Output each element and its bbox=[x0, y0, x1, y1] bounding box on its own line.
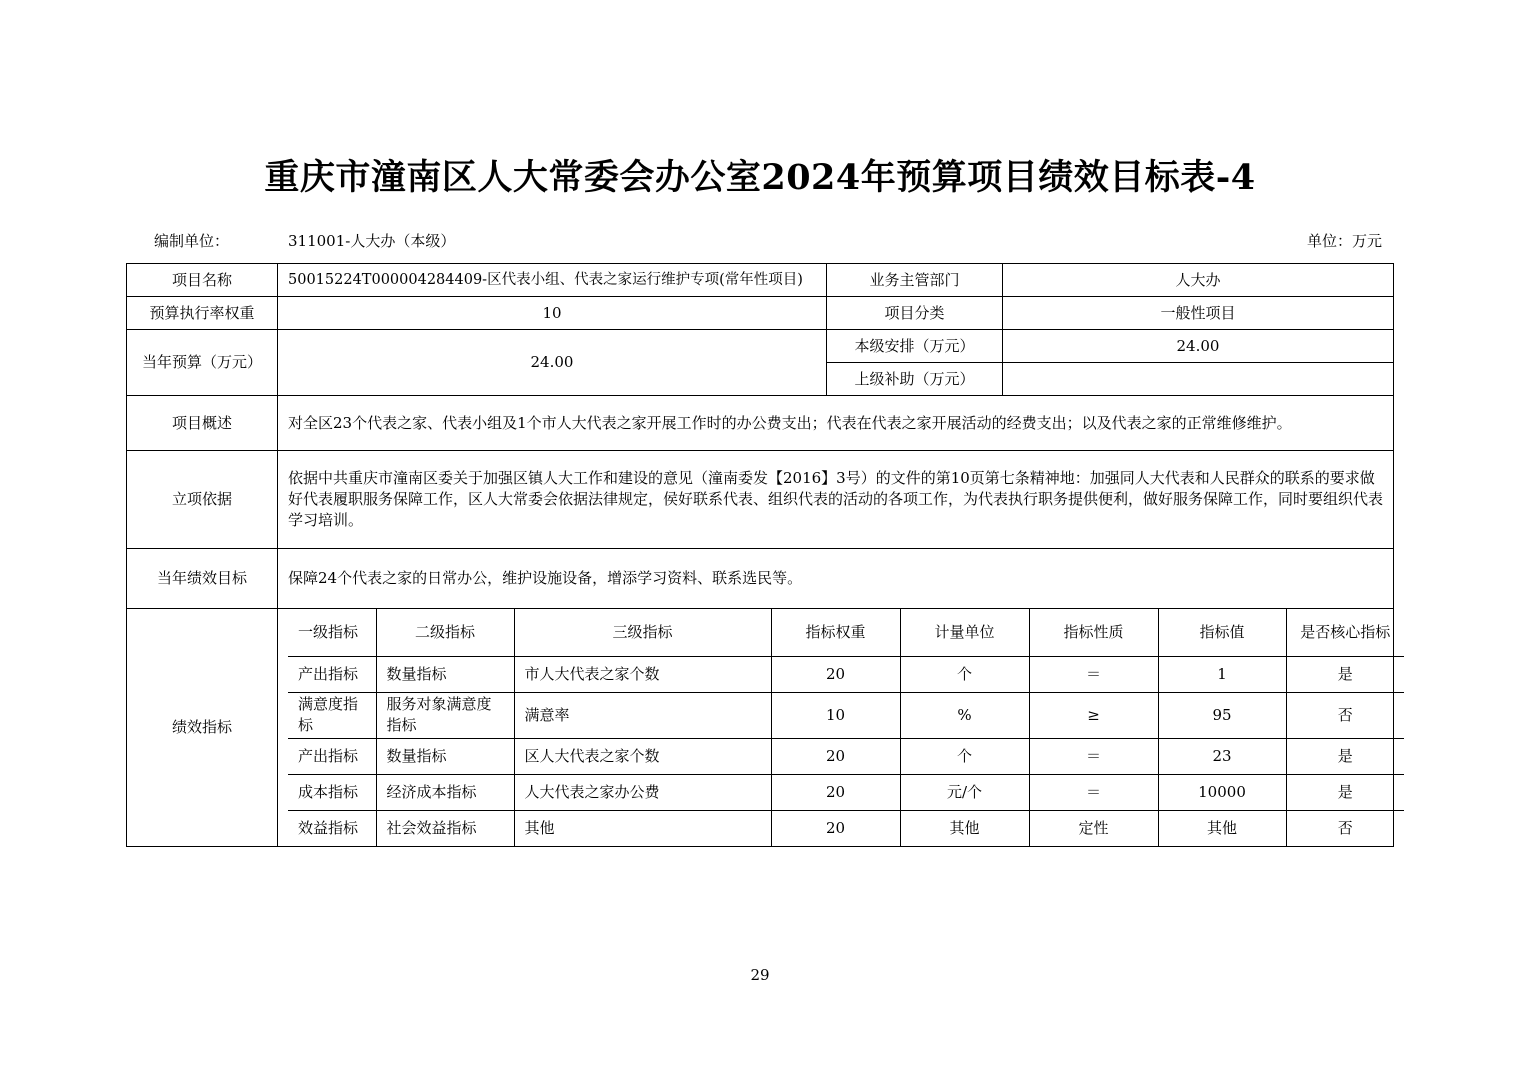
compiling-unit-label: 编制单位： bbox=[154, 232, 230, 250]
budget-label: 当年预算（万元） bbox=[127, 330, 278, 396]
weight-label: 预算执行率权重 bbox=[127, 297, 278, 330]
indicators-table bbox=[288, 609, 1404, 846]
indicator-unit: 其他 bbox=[900, 810, 1029, 846]
page-number: 29 bbox=[750, 966, 770, 984]
indicator-level3: 人大代表之家办公费 bbox=[514, 774, 771, 810]
indicator-core: 是 bbox=[1286, 774, 1404, 810]
indicator-level3: 满意率 bbox=[514, 692, 771, 738]
money-unit: 单位：万元 bbox=[1306, 232, 1382, 250]
subsidy-label: 上级补助（万元） bbox=[827, 363, 1003, 396]
local-arrangement-label: 本级安排（万元） bbox=[827, 330, 1003, 363]
indicators-cell bbox=[278, 609, 1394, 847]
header-unit: 计量单位 bbox=[900, 609, 1029, 656]
indicator-value: 23 bbox=[1158, 738, 1286, 774]
indicator-value: 95 bbox=[1158, 692, 1286, 738]
indicators-label: 绩效指标 bbox=[127, 609, 278, 847]
subsidy-value bbox=[1003, 363, 1394, 396]
budget-value: 24.00 bbox=[278, 330, 827, 396]
indicator-weight: 10 bbox=[771, 692, 900, 738]
project-name-value: 50015224T000004284409-区代表小组、代表之家运行维护专项(常年性项目) bbox=[278, 264, 827, 297]
header-core: 是否核心指标 bbox=[1286, 609, 1404, 656]
row-project-name bbox=[127, 264, 1394, 297]
header-nature: 指标性质 bbox=[1029, 609, 1158, 656]
dept-label: 业务主管部门 bbox=[827, 264, 1003, 297]
compiling-unit-value: 311001-人大办（本级） bbox=[288, 232, 456, 250]
indicator-level1: 成本指标 bbox=[288, 774, 376, 810]
indicator-level1: 产出指标 bbox=[288, 738, 376, 774]
indicator-level3: 其他 bbox=[514, 810, 771, 846]
goal-label: 当年绩效目标 bbox=[127, 549, 278, 609]
indicator-core: 否 bbox=[1286, 692, 1404, 738]
table-row bbox=[288, 810, 1404, 846]
weight-value: 10 bbox=[278, 297, 827, 330]
row-budget bbox=[127, 330, 1394, 363]
indicator-nature: ≥ bbox=[1029, 692, 1158, 738]
indicator-unit: 元/个 bbox=[900, 774, 1029, 810]
indicator-level2: 服务对象满意度指标 bbox=[376, 692, 514, 738]
indicator-level2: 经济成本指标 bbox=[376, 774, 514, 810]
indicator-nature: ＝ bbox=[1029, 656, 1158, 692]
indicator-level2: 数量指标 bbox=[376, 738, 514, 774]
row-basis bbox=[127, 451, 1394, 549]
table-row bbox=[288, 738, 1404, 774]
indicator-level1: 效益指标 bbox=[288, 810, 376, 846]
dept-value: 人大办 bbox=[1003, 264, 1394, 297]
header-value: 指标值 bbox=[1158, 609, 1286, 656]
header-weight: 指标权重 bbox=[771, 609, 900, 656]
indicator-level3: 市人大代表之家个数 bbox=[514, 656, 771, 692]
row-indicators bbox=[127, 609, 1394, 847]
basis-value: 依据中共重庆市潼南区委关于加强区镇人大工作和建设的意见（潼南委发【2016】3号）的文件的第10页第七条精神地：加强同人大代表和人民群众的联系的要求做好代表履职服务保障工作，区人大常委会依据法律规定，侯好联系代表、组织代表的活动的各项工作，为代表执行职务提供便利，做好服务保障工作，同时要组织代表学习培训。 bbox=[278, 451, 1394, 549]
indicator-level1: 产出指标 bbox=[288, 656, 376, 692]
indicator-weight: 20 bbox=[771, 738, 900, 774]
indicator-level1: 满意度指标 bbox=[288, 692, 376, 738]
row-overview bbox=[127, 396, 1394, 451]
table-row bbox=[288, 656, 1404, 692]
project-name-label: 项目名称 bbox=[127, 264, 278, 297]
overview-value: 对全区23个代表之家、代表小组及1个市人大代表之家开展工作时的办公费支出；代表在代表之家开展活动的经费支出；以及代表之家的正常维修维护。 bbox=[278, 396, 1394, 451]
indicator-value: 1 bbox=[1158, 656, 1286, 692]
local-arrangement-value: 24.00 bbox=[1003, 330, 1394, 363]
indicator-weight: 20 bbox=[771, 810, 900, 846]
indicator-level3: 区人大代表之家个数 bbox=[514, 738, 771, 774]
indicator-nature: ＝ bbox=[1029, 774, 1158, 810]
indicator-level2: 社会效益指标 bbox=[376, 810, 514, 846]
header-level1: 一级指标 bbox=[288, 609, 376, 656]
category-label: 项目分类 bbox=[827, 297, 1003, 330]
overview-label: 项目概述 bbox=[127, 396, 278, 451]
indicator-weight: 20 bbox=[771, 656, 900, 692]
row-weight bbox=[127, 297, 1394, 330]
header-level2: 二级指标 bbox=[376, 609, 514, 656]
indicators-header-row bbox=[288, 609, 1404, 656]
indicator-unit: 个 bbox=[900, 656, 1029, 692]
basis-label: 立项依据 bbox=[127, 451, 278, 549]
table-row bbox=[288, 692, 1404, 738]
indicator-unit: 个 bbox=[900, 738, 1029, 774]
category-value: 一般性项目 bbox=[1003, 297, 1394, 330]
indicator-core: 是 bbox=[1286, 738, 1404, 774]
indicator-level2: 数量指标 bbox=[376, 656, 514, 692]
indicator-unit: % bbox=[900, 692, 1029, 738]
table-row bbox=[288, 774, 1404, 810]
indicator-value: 其他 bbox=[1158, 810, 1286, 846]
indicator-nature: 定性 bbox=[1029, 810, 1158, 846]
goal-value: 保障24个代表之家的日常办公，维护设施设备，增添学习资料、联系选民等。 bbox=[278, 549, 1394, 609]
indicator-core: 是 bbox=[1286, 656, 1404, 692]
indicator-core: 否 bbox=[1286, 810, 1404, 846]
budget-performance-table bbox=[126, 263, 1394, 847]
page-title: 重庆市潼南区人大常委会办公室2024年预算项目绩效目标表-4 bbox=[264, 157, 1256, 198]
row-goal bbox=[127, 549, 1394, 609]
header-level3: 三级指标 bbox=[514, 609, 771, 656]
indicator-value: 10000 bbox=[1158, 774, 1286, 810]
indicator-weight: 20 bbox=[771, 774, 900, 810]
indicator-nature: ＝ bbox=[1029, 738, 1158, 774]
